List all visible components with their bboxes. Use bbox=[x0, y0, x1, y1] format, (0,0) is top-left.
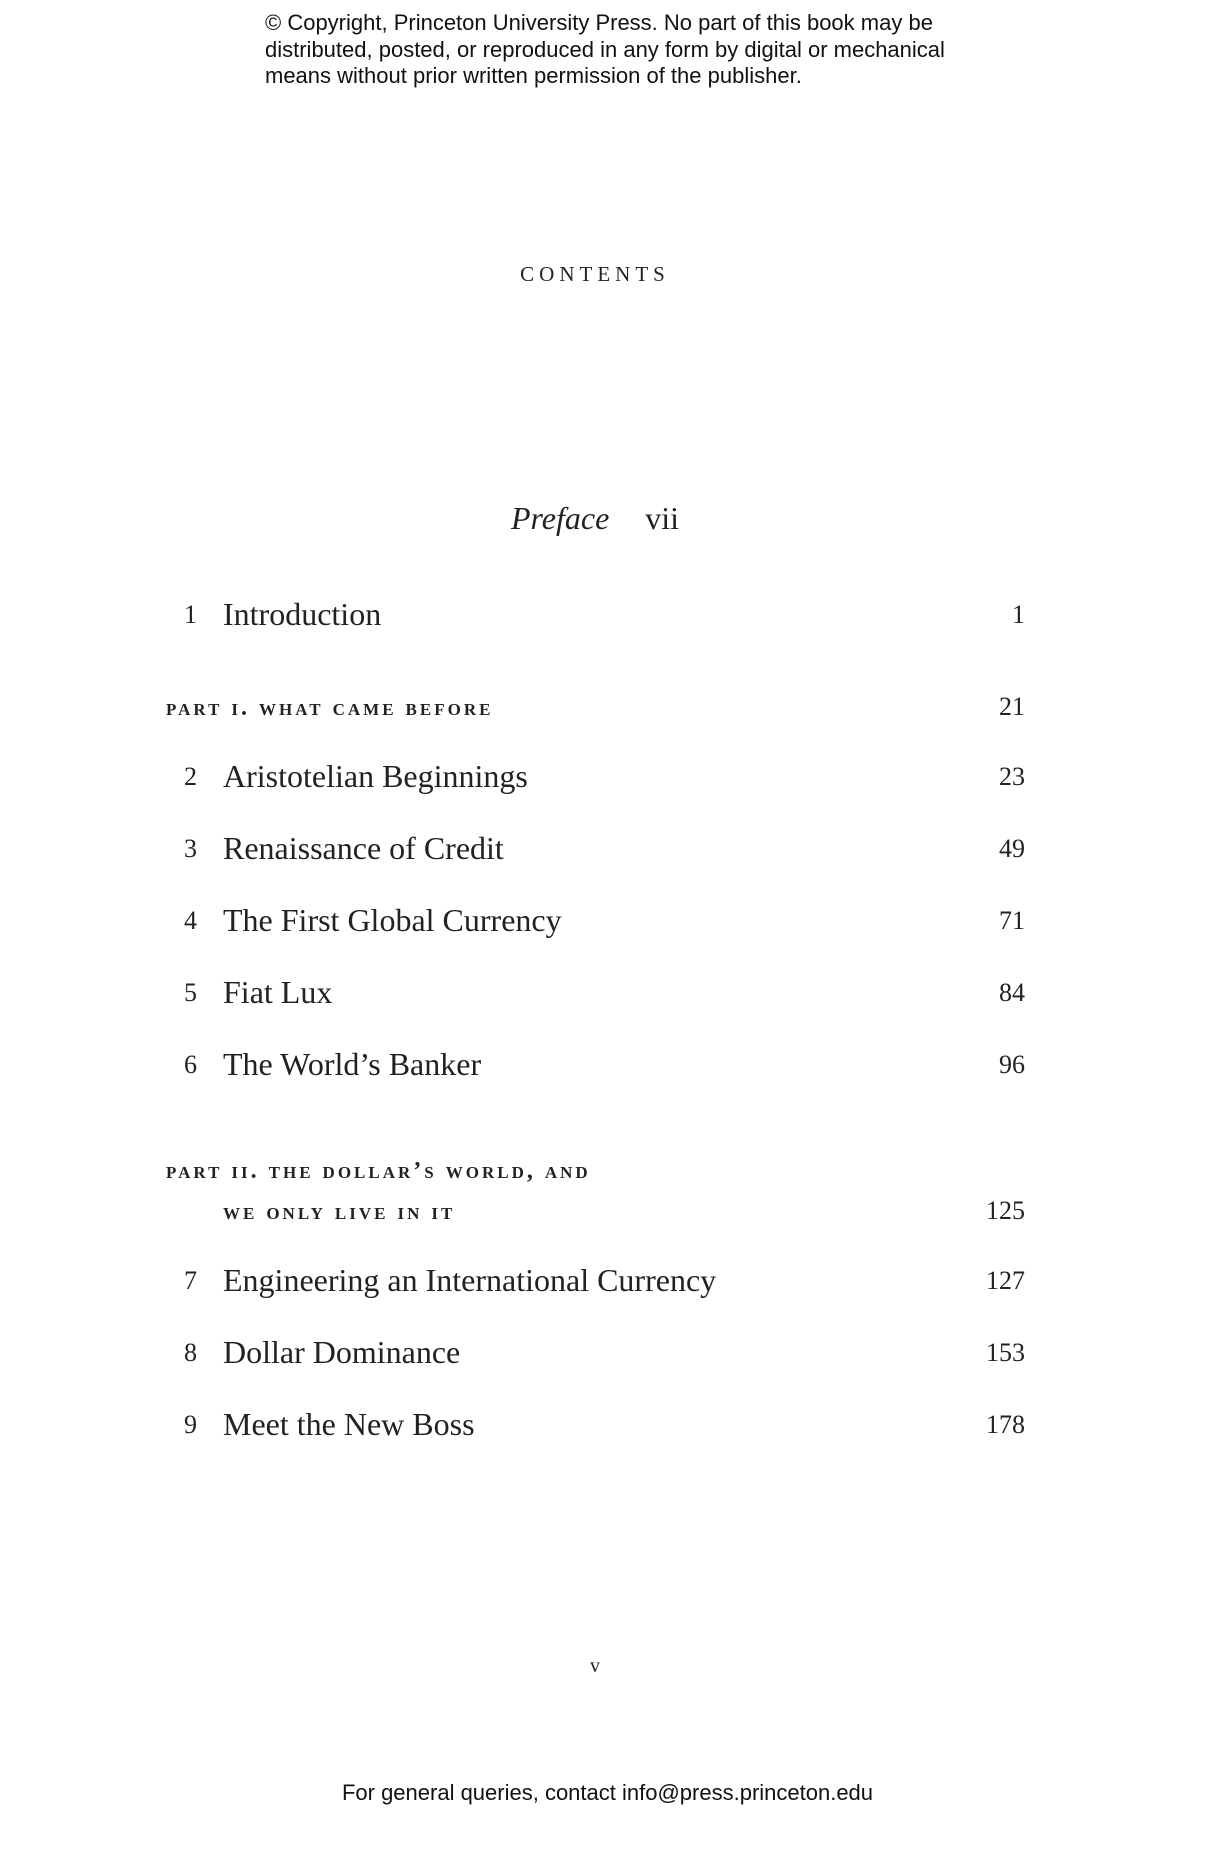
toc-chapter-title: Introduction bbox=[223, 596, 382, 632]
toc-chapter-page: 71 bbox=[999, 906, 1025, 935]
copyright-line: © Copyright, Princeton University Press. No part of this book may be bbox=[265, 10, 933, 35]
toc-chapter-number: 1 bbox=[184, 600, 197, 629]
toc-chapter-page: 1 bbox=[1012, 600, 1025, 629]
toc-chapter-title: Engineering an International Currency bbox=[223, 1262, 717, 1298]
toc-chapter-title: The World’s Banker bbox=[223, 1046, 482, 1082]
toc-chapter-title: Dollar Dominance bbox=[223, 1334, 461, 1370]
page-title: contents bbox=[520, 255, 670, 288]
copyright-line: distributed, posted, or reproduced in any form by digital or mechanical bbox=[265, 36, 945, 62]
toc-chapter-number: 3 bbox=[184, 834, 197, 863]
toc-chapter[interactable] bbox=[0, 974, 1225, 1014]
toc-part-title: part i. what came before bbox=[166, 695, 494, 721]
toc-chapter[interactable] bbox=[0, 1046, 1225, 1086]
copyright-line: means without prior written permission of the publisher. bbox=[265, 63, 802, 88]
footer-contact: For general queries, contact info@press.princeton.edu bbox=[341, 1780, 874, 1805]
toc-chapter-title: Fiat Lux bbox=[223, 974, 333, 1010]
copyright-notice bbox=[265, 10, 1025, 90]
page-folio: v bbox=[590, 1655, 600, 1677]
toc-part-title bbox=[166, 1151, 591, 1233]
toc-chapter-title: The First Global Currency bbox=[223, 902, 562, 938]
toc-chapter-title: Meet the New Boss bbox=[223, 1406, 475, 1442]
toc-chapter-page: 84 bbox=[999, 978, 1025, 1007]
toc-part-title-line: we only live in it bbox=[223, 1199, 456, 1225]
toc-chapter[interactable] bbox=[0, 596, 1225, 636]
toc-chapter-number: 8 bbox=[184, 1338, 197, 1367]
toc-chapter[interactable] bbox=[0, 1262, 1225, 1302]
toc-chapter-number: 5 bbox=[184, 978, 197, 1007]
toc-preface-page: vii bbox=[645, 500, 680, 536]
toc-chapter-number: 6 bbox=[184, 1050, 197, 1079]
toc-chapter[interactable] bbox=[0, 758, 1225, 798]
toc-part-page: 21 bbox=[999, 692, 1025, 721]
toc-chapter[interactable] bbox=[0, 830, 1225, 870]
toc-part-page: 125 bbox=[986, 1196, 1025, 1225]
toc-chapter-number: 4 bbox=[184, 906, 197, 935]
toc-chapter-number: 2 bbox=[184, 762, 197, 791]
toc-preface[interactable] bbox=[0, 500, 1190, 537]
toc-chapter[interactable] bbox=[0, 902, 1225, 942]
toc-chapter[interactable] bbox=[0, 1406, 1225, 1446]
toc-chapter-page: 49 bbox=[999, 834, 1025, 863]
toc-chapter-title: Aristotelian Beginnings bbox=[223, 758, 528, 794]
toc-chapter-title: Renaissance of Credit bbox=[223, 830, 504, 866]
toc-chapter[interactable] bbox=[0, 1334, 1225, 1374]
toc-chapter-number: 9 bbox=[184, 1410, 197, 1439]
toc-chapter-page: 96 bbox=[999, 1050, 1025, 1079]
toc-chapter-number: 7 bbox=[184, 1266, 197, 1295]
toc-chapter-page: 178 bbox=[986, 1410, 1025, 1439]
toc-part-title-line: part ii. the dollar’s world, and bbox=[166, 1158, 591, 1184]
toc-preface-title: Preface bbox=[510, 500, 610, 536]
toc-chapter-page: 127 bbox=[986, 1266, 1025, 1295]
toc-chapter-page: 153 bbox=[986, 1338, 1025, 1367]
toc-chapter-page: 23 bbox=[999, 762, 1025, 791]
